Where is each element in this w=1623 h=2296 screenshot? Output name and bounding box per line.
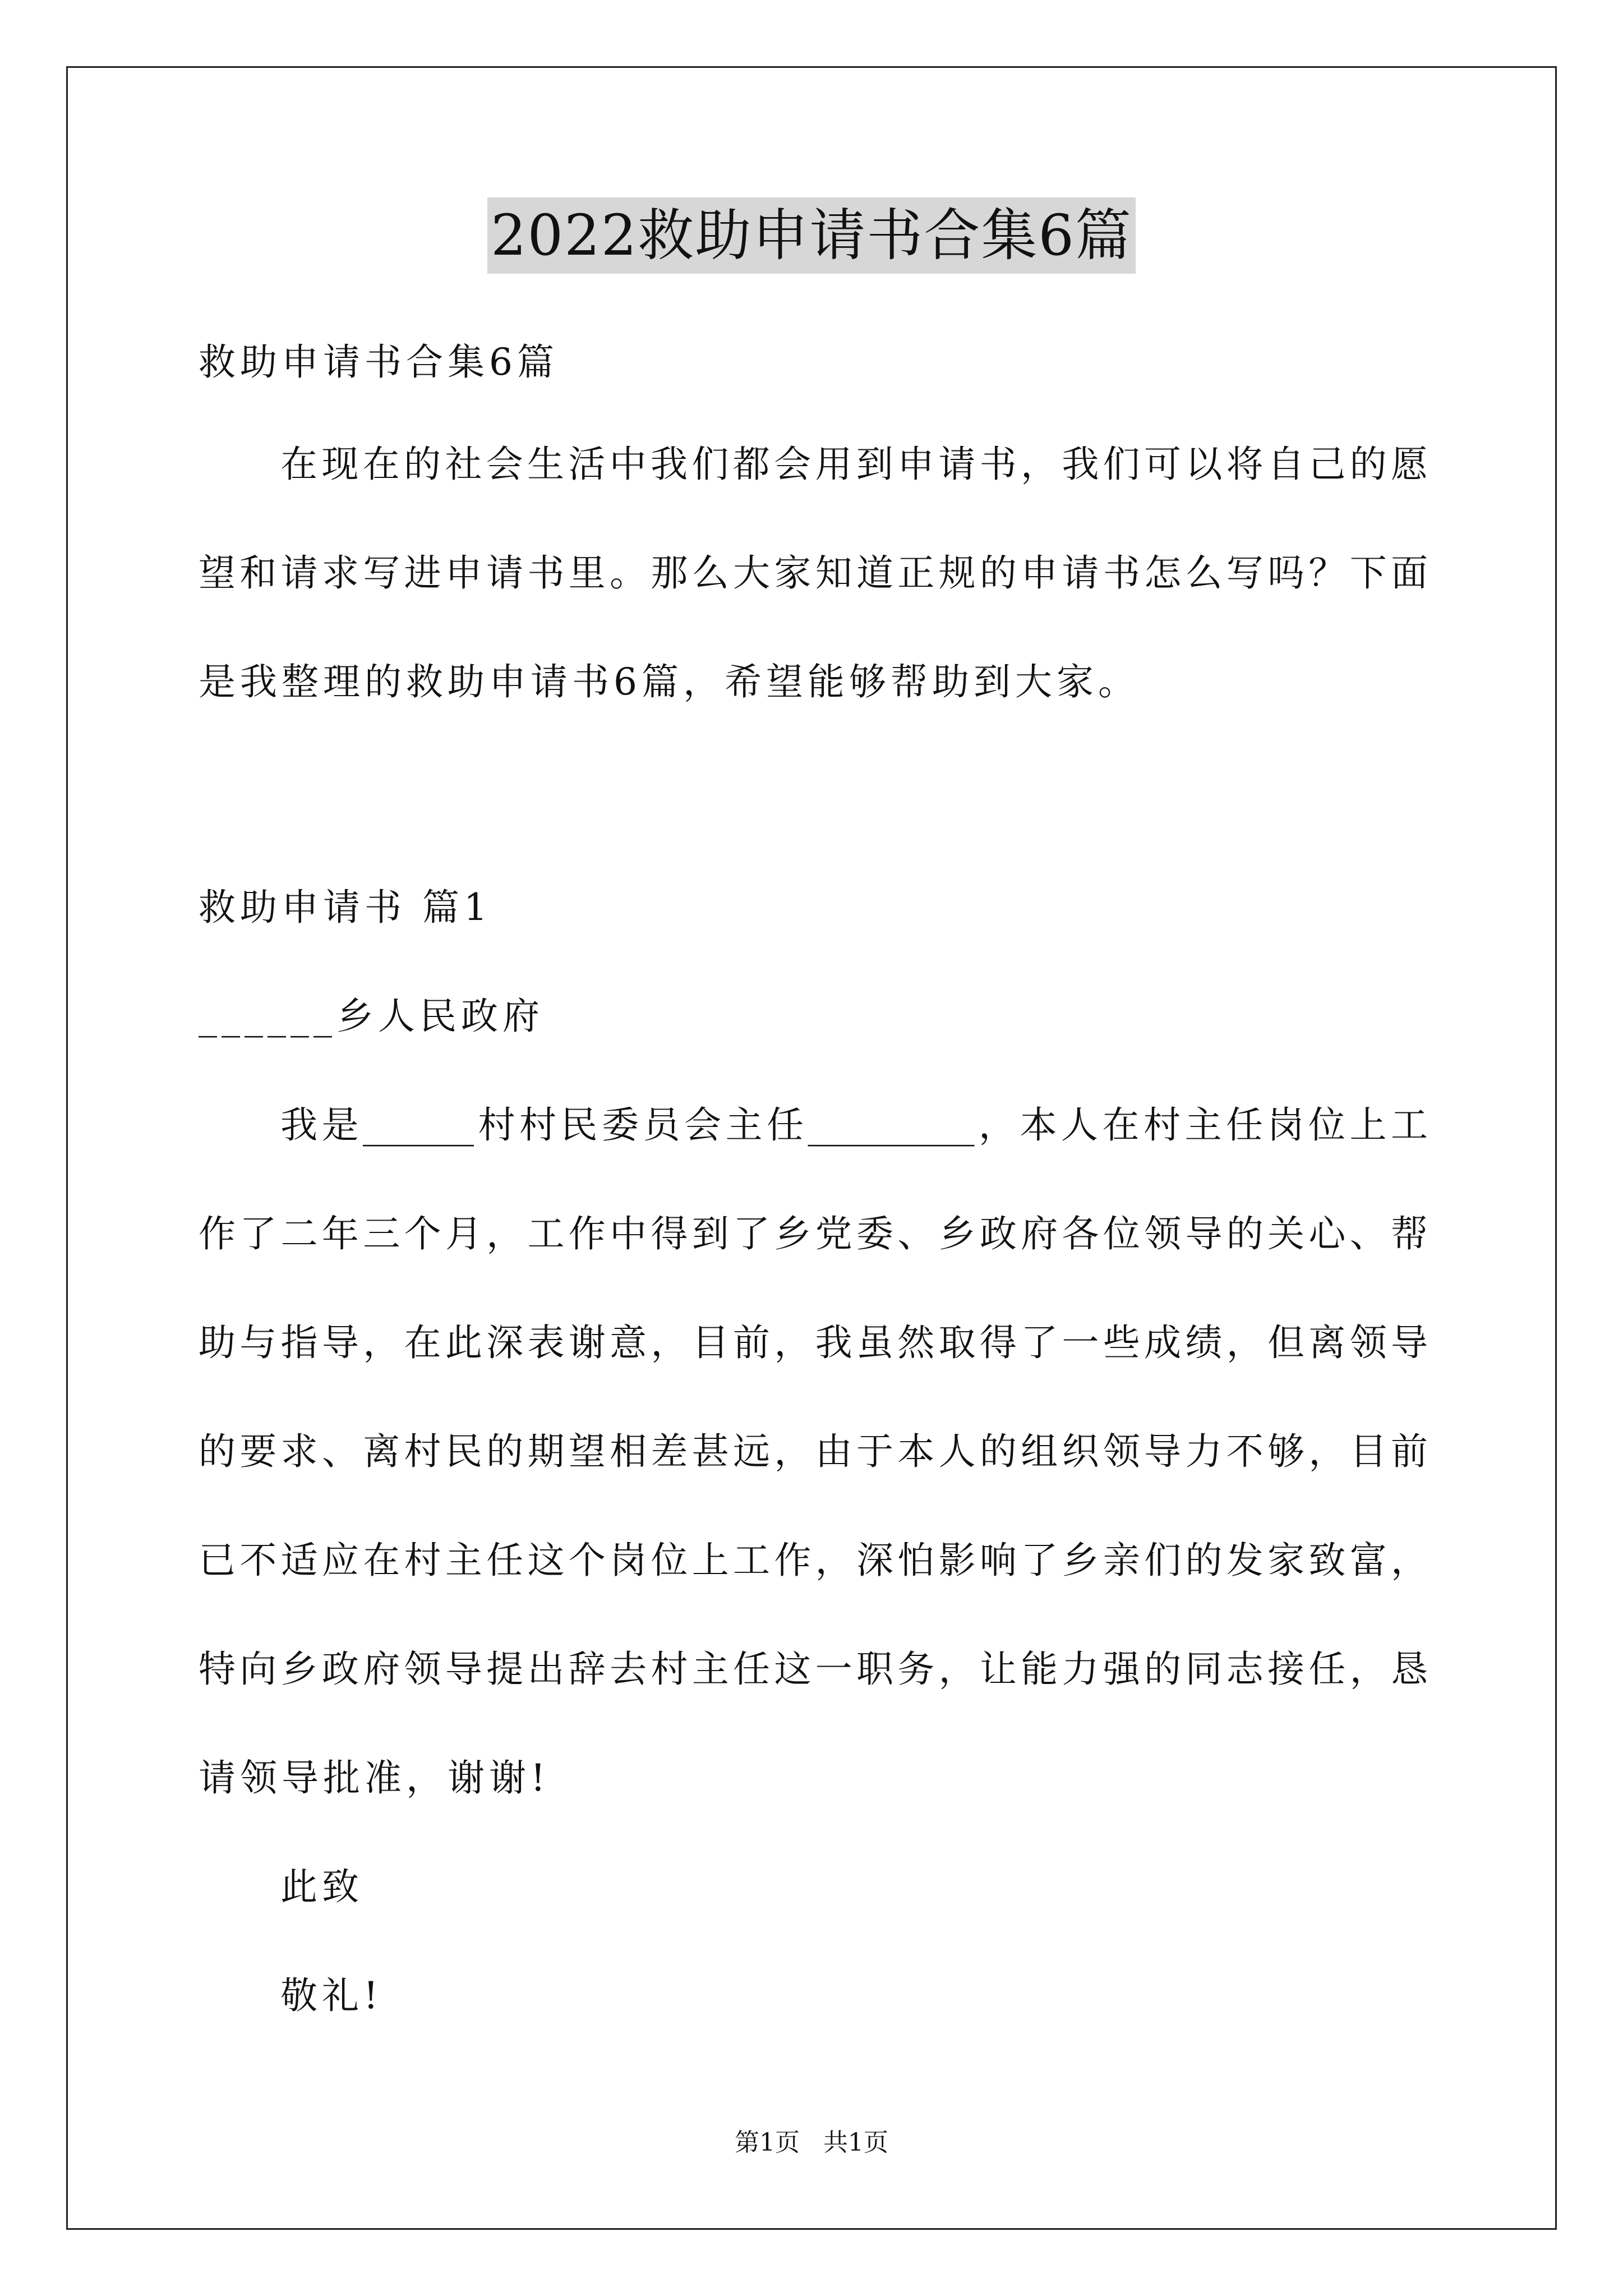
body-line-4: 的要求、离村民的期望相差甚远，由于本人的组织领导力不够，目前 [199,1430,1428,1473]
page-footer: 第1页 共1页 [735,2128,888,2157]
body-line-2: 作了二年三个月，工作中得到了乡党委、乡政府各位领导的关心、帮 [199,1212,1428,1255]
intro-line-3: 是我整理的救助申请书6篇，希望能够帮助到大家。 [199,660,1140,703]
body-line-7: 请领导批准，谢谢! [199,1756,550,1800]
document-subtitle: 救助申请书合集6篇 [199,341,559,384]
body-line-5: 已不适应在村主任这个岗位上工作，深怕影响了乡亲们的发家致富， [199,1539,1428,1582]
intro-line-2: 望和请求写进申请书里。那么大家知道正规的申请书怎么写吗？下面 [199,551,1428,595]
intro-line-1: 在现在的社会生活中我们都会用到申请书，我们可以将自己的愿 [280,443,1428,486]
addressee: ______乡人民政府 [199,995,544,1038]
document-title: 2022救助申请书合集6篇 [487,197,1136,274]
title-container [0,197,1623,274]
body-line-6: 特向乡政府领导提出辞去村主任这一职务，让能力强的同志接任，恳 [199,1648,1428,1691]
section-heading: 救助申请书 篇1 [199,886,492,929]
body-line-1: 我是______村村民委员会主任_________，本人在村主任岗位上工 [280,1103,1428,1147]
closing-regards: 敬礼! [280,1974,383,2017]
closing-salutation: 此致 [280,1865,363,1908]
body-line-3: 助与指导，在此深表谢意，目前，我虽然取得了一些成绩，但离领导 [199,1321,1428,1364]
